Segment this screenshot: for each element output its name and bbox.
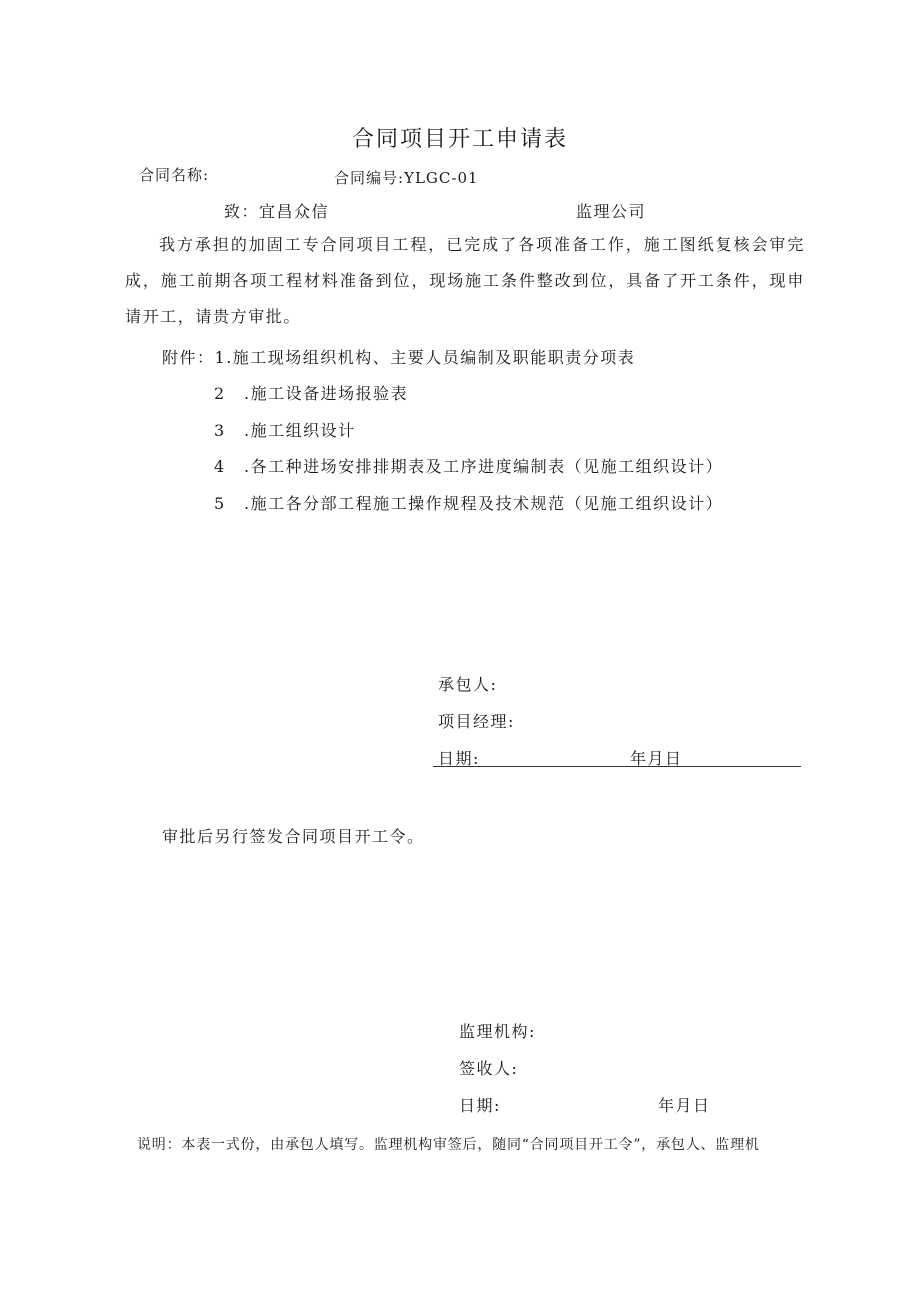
- contractor-date-suffix: 年月日: [630, 749, 683, 768]
- attachment-num: 4: [214, 457, 226, 476]
- attachment-text: .施工组织设计: [244, 421, 356, 440]
- attachment-num: 5: [214, 494, 226, 513]
- attachment-text: .各工种进场安排排期表及工序进度编制表（见施工组织设计）: [244, 457, 724, 476]
- approval-note: 审批后另行签发合同项目开工令。: [162, 827, 425, 846]
- supervisor-date-label: 日期:: [459, 1096, 501, 1115]
- attachment-item-3: [214, 418, 356, 441]
- attachment-item-2: [214, 381, 408, 404]
- footnote: 说明：本表一式份，由承包人填写。监理机构审签后，随同“合同项目开工令”，承包人、监理机: [137, 1137, 760, 1153]
- contract-number: [334, 167, 479, 188]
- project-manager-label: 项目经理:: [438, 712, 515, 731]
- attachment-num: 2: [214, 384, 226, 403]
- contract-number-label: 合同编号:: [334, 169, 405, 187]
- contract-name-label: 合同名称:: [139, 166, 210, 184]
- attachments-label: 附件：: [162, 348, 215, 367]
- attachment-text: .施工各分部工程施工操作规程及技术规范（见施工组织设计）: [244, 494, 724, 513]
- attachment-num: 1.: [214, 348, 233, 367]
- attachment-text: 施工现场组织机构、主要人员编制及职能职责分项表: [232, 348, 636, 367]
- contractor-label: 承包人:: [438, 675, 498, 694]
- attachment-item-5: [214, 491, 723, 514]
- addressee-suffix: 监理公司: [576, 202, 647, 221]
- attachment-item-1: [162, 345, 635, 368]
- receiver-label: 签收人:: [459, 1059, 519, 1078]
- contractor-date-label: 日期:: [438, 749, 480, 768]
- attachment-text: .施工设备进场报验表: [244, 384, 409, 403]
- contract-number-value: YLGC-01: [404, 169, 479, 187]
- attachment-item-4: [214, 454, 723, 477]
- supervisor-date-suffix: 年月日: [658, 1096, 711, 1115]
- application-body: 我方承担的加固工专合同项目工程，已完成了各项准备工作，施工图纸复核会审完成，施工前期各项工程材料准备到位，现场施工条件整改到位，具备了开工条件，现申请开工，请贵方审批。: [125, 235, 805, 326]
- contractor-date-underline: [433, 766, 801, 767]
- page-title: 合同项目开工申请表: [351, 127, 568, 152]
- attachment-num: 3: [214, 421, 226, 440]
- addressee-prefix: 致：宜昌众信: [224, 202, 330, 221]
- supervisor-org-label: 监理机构:: [459, 1022, 536, 1041]
